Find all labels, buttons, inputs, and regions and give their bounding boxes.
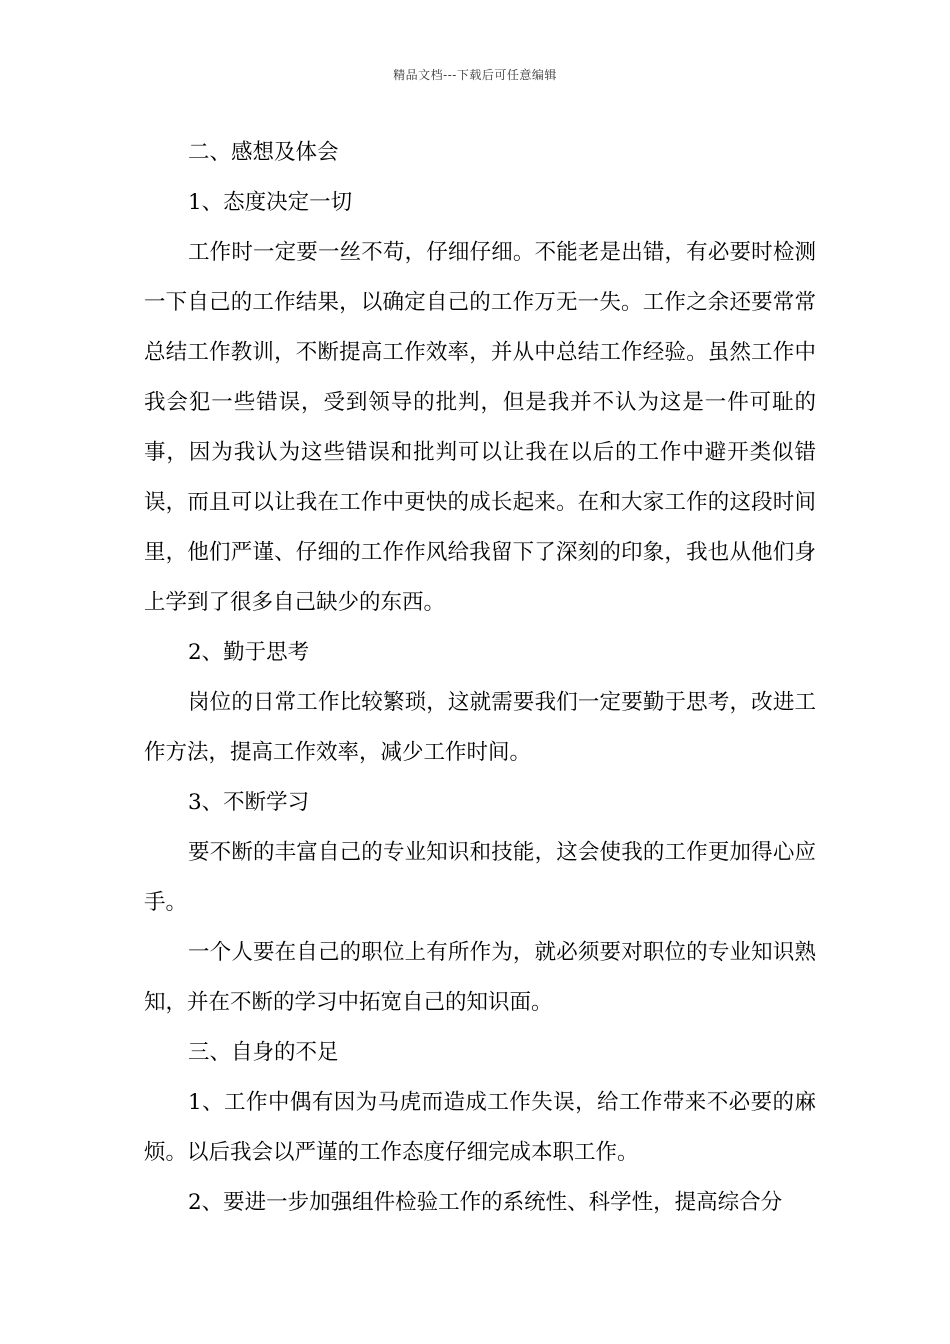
paragraph-shortcoming-1: 1、工作中偶有因为马虎而造成工作失误，给工作带来不必要的麻烦。以后我会以严谨的工作态度仔细完成本职工作。 bbox=[144, 1090, 816, 1165]
paragraph-shortcoming-2: 2、要进一步加强组件检验工作的系统性、科学性，提高综合分 bbox=[188, 1190, 783, 1215]
section-heading-3: 三、自身的不足 bbox=[188, 1040, 339, 1065]
subheading-attitude: 1、态度决定一切 bbox=[188, 190, 353, 215]
subheading-thinking: 2、勤于思考 bbox=[188, 640, 310, 665]
page-header: 精品文档---下载后可任意编辑 bbox=[393, 68, 557, 82]
paragraph-learning-1: 要不断的丰富自己的专业知识和技能，这会使我的工作更加得心应手。 bbox=[144, 840, 816, 915]
document-body bbox=[144, 128, 816, 1228]
paragraph-attitude: 工作时一定要一丝不苟，仔细仔细。不能老是出错，有必要时检测一下自己的工作结果，以确定自己的工作万无一失。工作之余还要常常总结工作教训，不断提高工作效率，并从中总结工作经验。虽然工作中我会犯一些错误，受到领导的批判，但是我并不认为这是一件可耻的事，因为我认为这些错误和批判可以让我在以后的工作中避开类似错误，而且可以让我在工作中更快的成长起来。在和大家工作的这段时间里，他们严谨、仔细的工作作风给我留下了深刻的印象，我也从他们身上学到了很多自己缺少的东西。 bbox=[144, 240, 816, 615]
paragraph-thinking: 岗位的日常工作比较繁琐，这就需要我们一定要勤于思考，改进工作方法，提高工作效率，减少工作时间。 bbox=[144, 690, 816, 765]
subheading-learning: 3、不断学习 bbox=[188, 790, 310, 815]
paragraph-learning-2: 一个人要在自己的职位上有所作为，就必须要对职位的专业知识熟知，并在不断的学习中拓宽自己的知识面。 bbox=[144, 940, 816, 1015]
section-heading-2: 二、感想及体会 bbox=[188, 140, 339, 165]
